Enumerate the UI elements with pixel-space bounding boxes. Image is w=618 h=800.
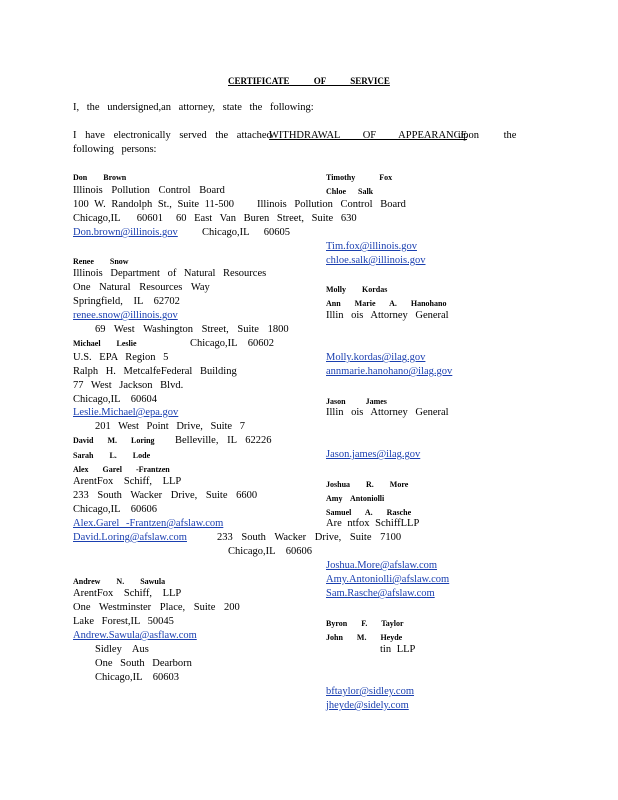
recipient-address: One Westminster Place, Suite 200 — [73, 602, 240, 613]
recipient-city: Chicago,IL 60605 — [202, 227, 291, 238]
recipient-org: Sidley Aus — [95, 644, 149, 655]
email-link[interactable]: chloe.salk@illinois.gov — [326, 255, 426, 266]
recipient-name: Don Brown — [73, 173, 127, 182]
recipient-city: Lake Forest,IL 50045 — [73, 616, 174, 627]
email-link[interactable]: annmarie.hanohano@ilag.gov — [326, 366, 453, 377]
recipient-name: Amy Antoniolli — [326, 494, 385, 503]
recipient-city: Chicago,IL 60602 — [190, 338, 275, 349]
recipient-city: Chicago,IL 60606 — [228, 546, 313, 557]
recipient-org: ArentFox Schiff, LLP — [73, 476, 182, 487]
email-link[interactable]: Alex.Garel -Frantzen@afslaw.com — [73, 518, 224, 529]
recipient-name: Jason James — [326, 397, 387, 406]
recipient-address: 100 W. Randolph St., Suite 11-500 — [73, 199, 235, 210]
recipient-name: Byron F. Taylor — [326, 619, 404, 628]
recipient-address: 201 West Point Drive, Suite 7 — [95, 421, 245, 432]
recipient-org: ArentFox Schiff, LLP — [73, 588, 182, 599]
recipient-name: Renee Snow — [73, 257, 129, 266]
recipient-org: Illinois Pollution Control Board — [73, 185, 225, 196]
recipient-address: 60 East Van Buren Street, Suite 630 — [176, 213, 357, 224]
document-name: WITHDRAWAL OF APPEARANCE — [269, 130, 468, 141]
recipient-name: Timothy Fox — [326, 173, 393, 182]
recipient-city: Belleville, IL 62226 — [175, 435, 272, 446]
recipient-city: Chicago,IL 60606 — [73, 504, 158, 515]
intro-text: I, the undersigned,an attorney, state the following: — [73, 102, 314, 113]
recipient-address: 233 South Wacker Drive, Suite 7100 — [217, 532, 402, 543]
recipient-org: tin LLP — [380, 644, 416, 655]
recipient-name: Samuel A. Rasche — [326, 508, 412, 517]
recipient-org: Illin ois Attorney General — [326, 310, 449, 321]
recipient-address: 233 South Wacker Drive, Suite 6600 — [73, 490, 258, 501]
recipient-name: Ann Marie A. Hanohano — [326, 299, 447, 308]
recipient-address: 77 West Jackson Blvd. — [73, 380, 184, 391]
email-link[interactable]: Amy.Antoniolli@afslaw.com — [326, 574, 450, 585]
email-link[interactable]: renee.snow@illinois.gov — [73, 310, 178, 321]
email-link[interactable]: Leslie.Michael@epa.gov — [73, 407, 179, 418]
recipient-address: 69 West Washington Street, Suite 1800 — [95, 324, 289, 335]
recipient-name: John M. Heyde — [326, 633, 403, 642]
body-text-prefix: I have electronically served the attached — [73, 130, 272, 141]
recipient-address: One South Dearborn — [95, 658, 192, 669]
email-link[interactable]: bftaylor@sidley.com — [326, 686, 415, 697]
recipient-city: Chicago,IL 60603 — [95, 672, 180, 683]
certificate-title: CERTIFICATE OF SERVICE — [228, 76, 390, 86]
recipient-org: Illinois Department of Natural Resources — [73, 268, 267, 279]
email-link[interactable]: Sam.Rasche@afslaw.com — [326, 588, 435, 599]
recipient-name: Andrew N. Sawula — [73, 577, 166, 586]
recipient-name: Michael Leslie — [73, 339, 137, 348]
email-link[interactable]: jheyde@sidely.com — [326, 700, 409, 711]
email-link[interactable]: Don.brown@illinois.gov — [73, 227, 178, 238]
email-link[interactable]: Joshua.More@afslaw.com — [326, 560, 438, 571]
recipient-building: Ralph H. MetcalfeFederal Building — [73, 366, 237, 377]
recipient-name: Molly Kordas — [326, 285, 388, 294]
recipient-name: Chloe Salk — [326, 187, 374, 196]
recipient-name: David M. Loring — [73, 436, 155, 445]
recipient-city: Springfield, IL 62702 — [73, 296, 180, 307]
recipient-org: U.S. EPA Region 5 — [73, 352, 169, 363]
email-link[interactable]: Jason.james@ilag.gov — [326, 449, 421, 460]
email-link[interactable]: Andrew.Sawula@asflaw.com — [73, 630, 197, 641]
body-text-suffix: upon the — [458, 130, 517, 141]
recipient-name: Alex Garel -Frantzen — [73, 465, 170, 474]
recipient-org: Illin ois Attorney General — [326, 407, 449, 418]
email-link[interactable]: Molly.kordas@ilag.gov — [326, 352, 426, 363]
recipient-city: Chicago,IL 60604 — [73, 394, 158, 405]
recipient-org: Illinois Pollution Control Board — [257, 199, 406, 210]
recipient-name: Joshua R. More — [326, 480, 409, 489]
recipient-address: One Natural Resources Way — [73, 282, 210, 293]
recipient-name: Sarah L. Lode — [73, 451, 151, 460]
email-link[interactable]: David.Loring@afslaw.com — [73, 532, 187, 543]
body-text-line2: following persons: — [73, 144, 157, 155]
recipient-org: Are ntfox SchiffLLP — [326, 518, 420, 529]
email-link[interactable]: Tim.fox@illinois.gov — [326, 241, 417, 252]
recipient-city: Chicago,IL 60601 — [73, 213, 164, 224]
